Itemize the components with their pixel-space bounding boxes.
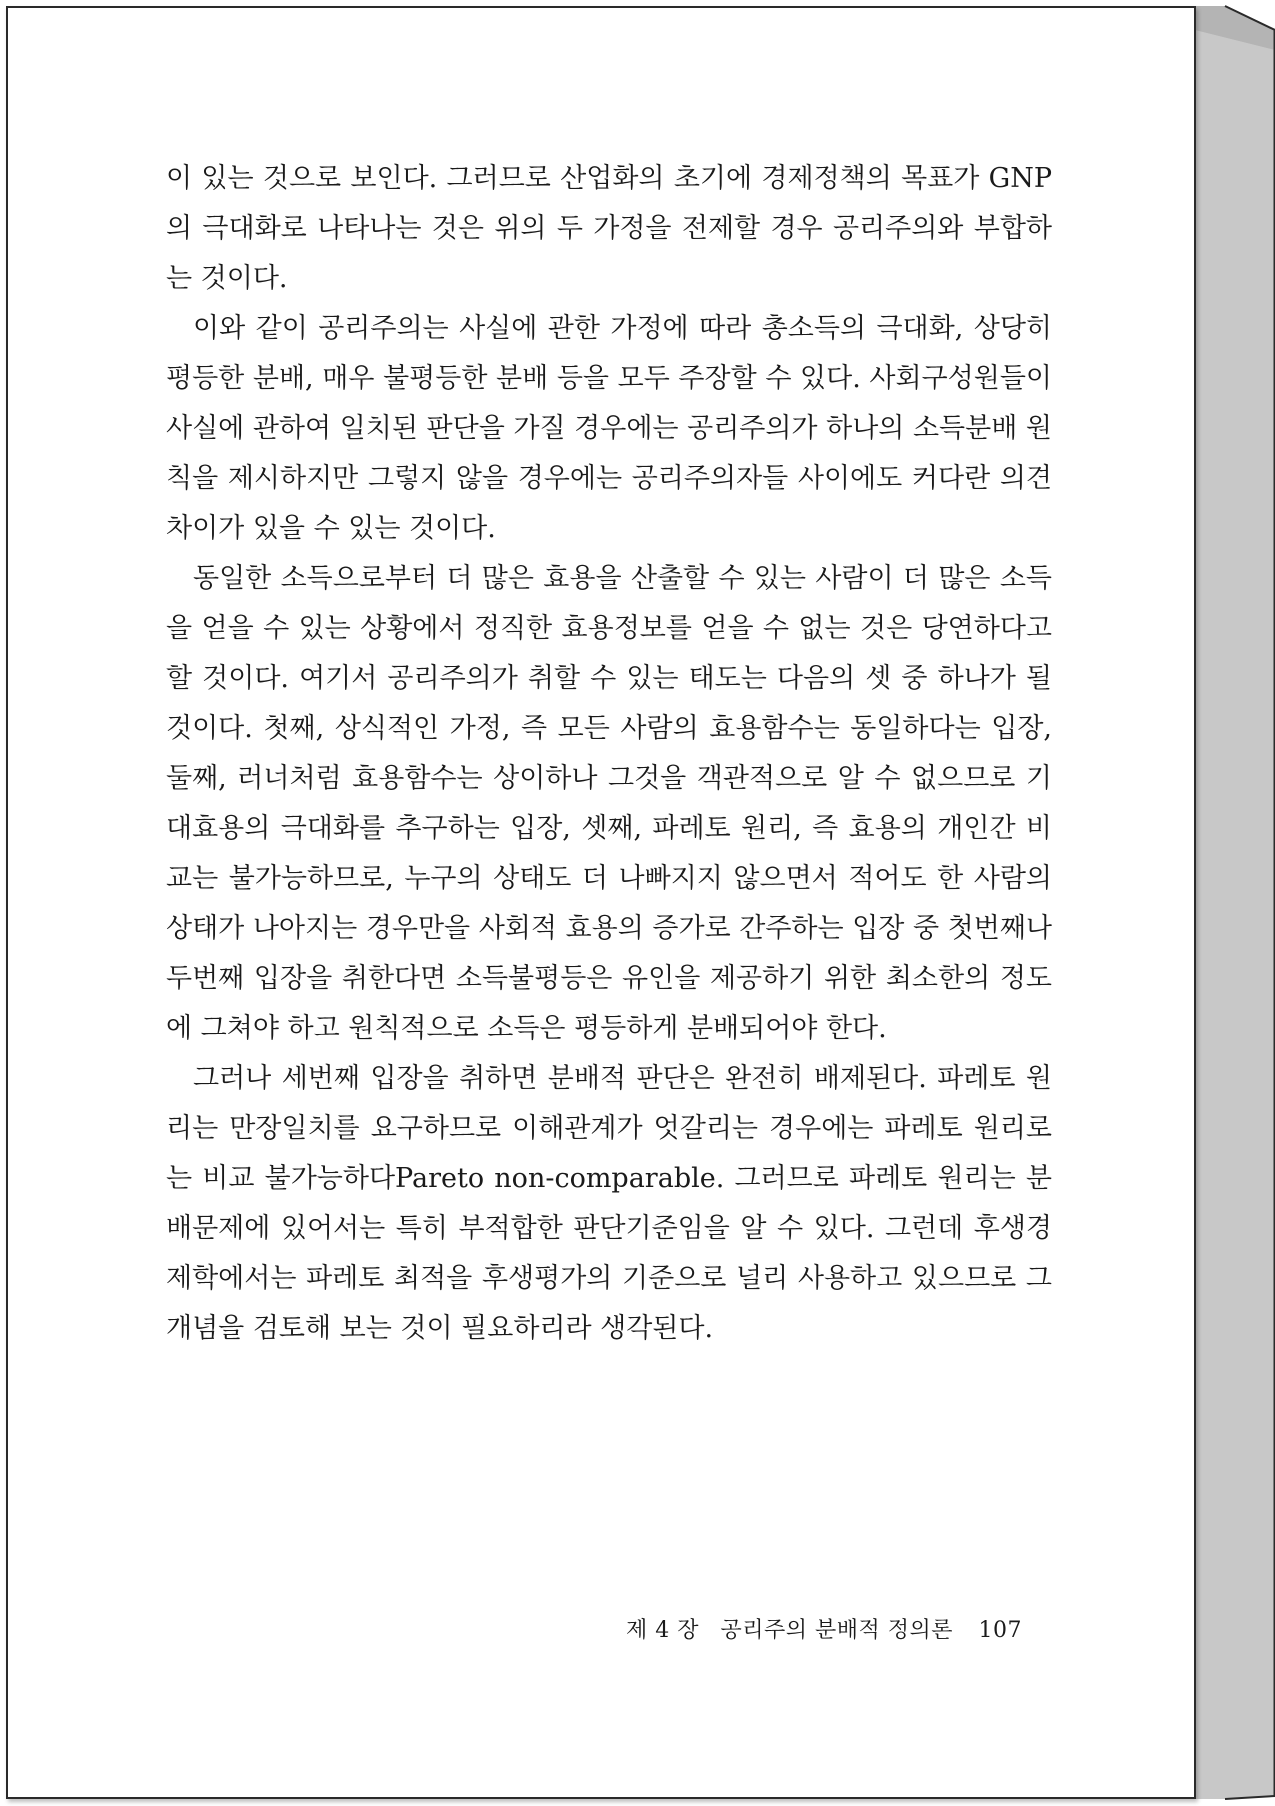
book-page <box>6 6 1196 1799</box>
chapter-label: 제 4 장 <box>625 1618 699 1643</box>
page-body <box>166 154 1052 1354</box>
paragraph-1: 이 있는 것으로 보인다. 그러므로 산업화의 초기에 경제정책의 목표가 GNP의 극대화로 나타나는 것은 위의 두 가정을 전제할 경우 공리주의와 부합하는 것이다. <box>166 163 1052 294</box>
paragraph-2: 이와 같이 공리주의는 사실에 관한 가정에 따라 총소득의 극대화, 상당히 평등한 분배, 매우 불평등한 분배 등을 모두 주장할 수 있다. 사회구성원들이 사실에 관하여 일치된 판단을 가질 경우에는 공리주의가 하나의 소득분배 원칙을 제시하지만 그렇지 않을 경우에는 공리주의자들 사이에도 커다란 의견 차이가 있을 수 있는 것이다. <box>166 313 1052 544</box>
page-stack-edge <box>1195 0 1275 1806</box>
paragraph-4: 그러나 세번째 입장을 취하면 분배적 판단은 완전히 배제된다. 파레토 원리는 만장일치를 요구하므로 이해관계가 엇갈리는 경우에는 파레토 원리로는 비교 불가능하다Pareto non-comparable. 그러므로 파레토 원리는 분배문제에 있어서는 특히 부적합한 판단기준임을 알 수 있다. 그런데 후생경제학에서는 파레토 최적을 후생평가의 기준으로 널리 사용하고 있으므로 그 개념을 검토해 보는 것이 필요하리라 생각된다. <box>166 1063 1052 1344</box>
chapter-title: 공리주의 분배적 정의론 <box>720 1618 953 1643</box>
running-footer <box>608 1613 1022 1644</box>
paragraph-3: 동일한 소득으로부터 더 많은 효용을 산출할 수 있는 사람이 더 많은 소득을 얻을 수 있는 상황에서 정직한 효용정보를 얻을 수 없는 것은 당연하다고 할 것이다. 여기서 공리주의가 취할 수 있는 태도는 다음의 셋 중 하나가 될 것이다. 첫째, 상식적인 가정, 즉 모든 사람의 효용함수는 동일하다는 입장, 둘째, 러너처럼 효용함수는 상이하나 그것을 객관적으로 알 수 없으므로 기대효용의 극대화를 추구하는 입장, 셋째, 파레토 원리, 즉 효용의 개인간 비교는 불가능하므로, 누구의 상태도 더 나빠지지 않으면서 적어도 한 사람의 상태가 나아지는 경우만을 사회적 효용의 증가로 간주하는 입장 중 첫번째나 두번째 입장을 취한다면 소득불평등은 유인을 제공하기 위한 최소한의 정도에 그쳐야 하고 원칙적으로 소득은 평등하게 분배되어야 한다. <box>166 563 1052 1044</box>
page-number: 107 <box>978 1618 1022 1643</box>
